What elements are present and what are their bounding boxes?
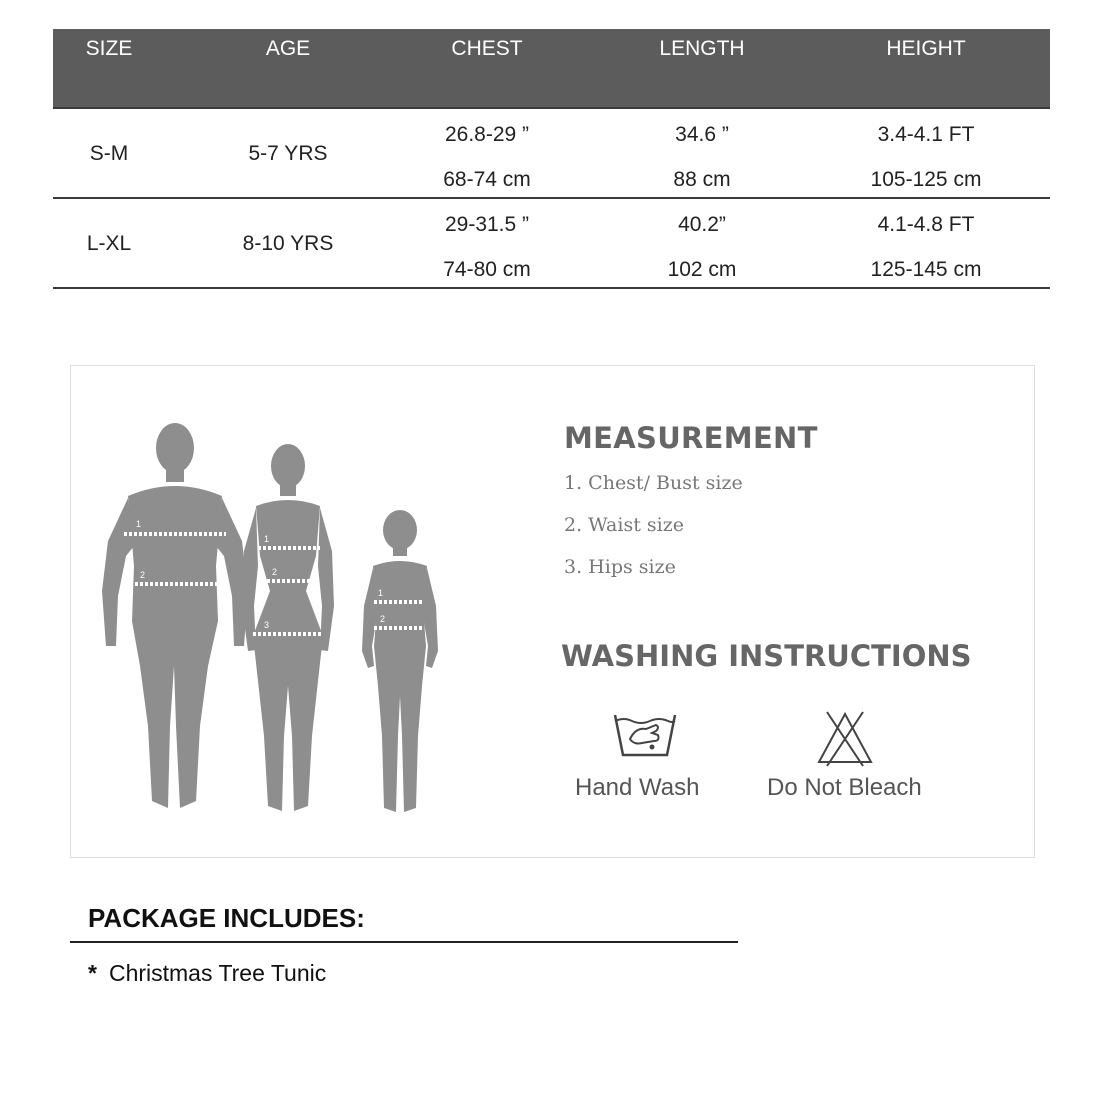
cell-size: S-M	[89, 142, 129, 165]
cell-length-in: 34.6 ”	[675, 123, 729, 146]
cell-height-cm: 125-145 cm	[870, 258, 982, 281]
cell-age: 5-7 YRS	[248, 142, 328, 165]
table-row	[53, 109, 1050, 199]
cell-height-ft: 4.1-4.8 FT	[877, 213, 975, 236]
header-size: SIZE	[85, 37, 133, 60]
label-chest-man: 1	[136, 519, 142, 529]
measurement-item-waist: 2. Waist size	[564, 514, 684, 536]
label-chest-woman: 1	[264, 534, 270, 544]
washing-title: WASHING INSTRUCTIONS	[561, 639, 972, 673]
label-chest-child: 1	[378, 588, 384, 598]
cell-chest-in: 29-31.5 ”	[444, 213, 530, 236]
cell-chest-cm: 74-80 cm	[443, 258, 531, 281]
table-row	[53, 199, 1050, 289]
cell-chest-cm: 68-74 cm	[443, 168, 531, 191]
cell-length-cm: 88 cm	[673, 168, 731, 191]
header-height: HEIGHT	[886, 37, 966, 60]
size-chart-table	[53, 29, 1050, 289]
measurement-item-chest: 1. Chest/ Bust size	[564, 472, 743, 494]
cell-size: L-XL	[86, 232, 132, 255]
package-title: PACKAGE INCLUDES:	[88, 903, 365, 933]
header-length: LENGTH	[659, 37, 745, 60]
body-measurement-figures	[88, 406, 463, 821]
header-age: AGE	[265, 37, 311, 60]
measurement-panel	[70, 365, 1035, 858]
cell-height-ft: 3.4-4.1 FT	[877, 123, 975, 146]
measurement-title: MEASUREMENT	[564, 421, 818, 455]
package-item	[88, 960, 326, 987]
hand-wash-label: Hand Wash	[575, 774, 700, 801]
measurement-item-hips: 3. Hips size	[564, 556, 676, 578]
cell-height-cm: 105-125 cm	[870, 168, 982, 191]
woman-silhouette	[242, 444, 334, 811]
label-waist-man: 2	[140, 570, 146, 580]
label-waist-woman: 2	[272, 567, 278, 577]
child-silhouette	[362, 510, 438, 812]
label-waist-child: 2	[380, 614, 386, 624]
header-chest: CHEST	[451, 37, 523, 60]
no-bleach-label: Do Not Bleach	[767, 774, 922, 801]
package-item-label: Christmas Tree Tunic	[108, 960, 327, 986]
hand-wash-icon	[612, 709, 678, 759]
package-divider	[70, 941, 738, 943]
cell-chest-in: 26.8-29 ”	[444, 123, 530, 146]
man-silhouette	[102, 423, 248, 808]
cell-length-in: 40.2”	[678, 213, 726, 236]
label-hips-woman: 3	[264, 620, 270, 630]
bullet-icon: *	[88, 960, 97, 986]
cell-length-cm: 102 cm	[667, 258, 737, 281]
no-bleach-icon	[815, 710, 875, 768]
cell-age: 8-10 YRS	[242, 232, 334, 255]
table-header	[53, 29, 1050, 109]
